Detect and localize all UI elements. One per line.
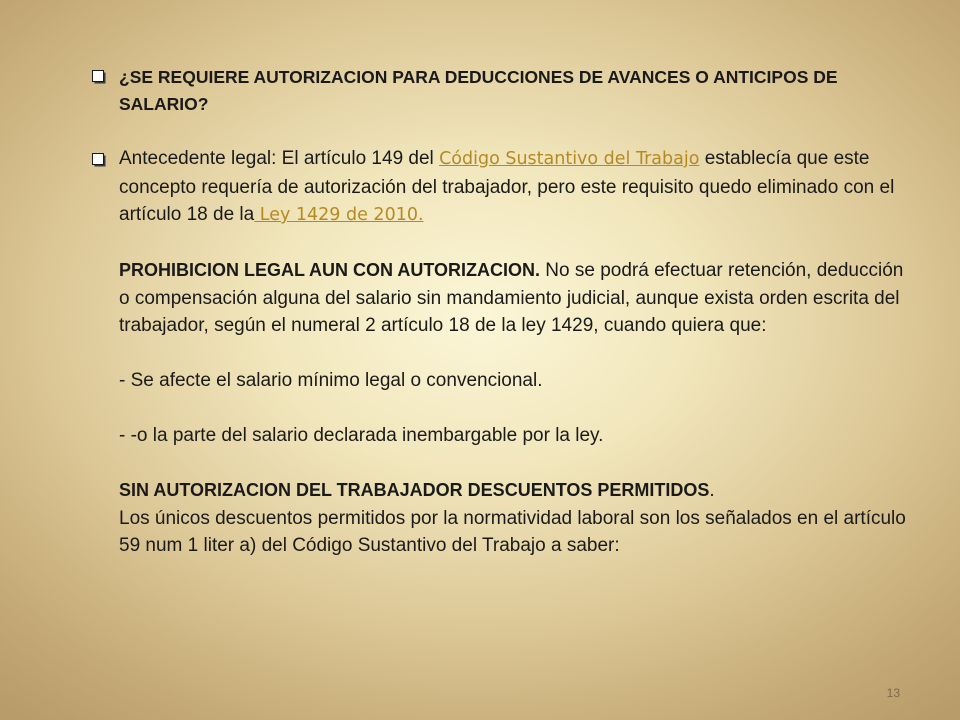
sin-autorizacion-lead: SIN AUTORIZACION DEL TRABAJADOR DESCUENTOS PERMITIDOS (119, 480, 710, 500)
antecedente-block (92, 145, 912, 560)
spacer (119, 395, 912, 423)
spacer (119, 340, 912, 368)
spacer (119, 230, 912, 258)
question-heading (92, 64, 912, 118)
prohibicion-lead: PROHIBICION LEGAL AUN CON AUTORIZACION. (119, 260, 541, 280)
page-number: 13 (886, 686, 900, 700)
sin-autorizacion-lead-end: . (709, 480, 715, 501)
prohibicion-text: No se podrá efectuar retención, deducción o compensación alguna del salario sin mandamiento judicial, aunque exista orden escrita del trabajador, según el numeral 2 artículo 18 de la ley 1429, cuando quiera que: (119, 260, 904, 336)
antecedente-text-middle: establecía que este concepto requería de autorización del trabajador, pero este requisito quedo eliminado con el artículo 18 de la (119, 148, 895, 225)
slide-content (92, 64, 912, 560)
heading-text: ¿SE REQUIERE AUTORIZACION PARA DEDUCCIONES DE AVANCES O ANTICIPOS DE SALARIO? (119, 67, 838, 114)
item-salario-minimo: - Se afecte el salario mínimo legal o convencional. (119, 370, 543, 391)
sin-autorizacion-text: Los únicos descuentos permitidos por la normatividad laboral son los señalados en el artículo 59 num 1 liter a) del Código Sustantivo del Trabajo a saber: (119, 507, 906, 556)
checkbox-bullet-icon (92, 70, 106, 84)
ley-1429-link[interactable]: Ley 1429 de 2010. (254, 205, 424, 225)
antecedente-text-before: Antecedente legal: El artículo 149 del (119, 148, 440, 169)
antecedente-paragraph (119, 145, 912, 230)
spacer (119, 450, 912, 478)
checkbox-bullet-icon (92, 153, 106, 167)
codigo-sustantivo-link[interactable]: Código Sustantivo del Trabajo (439, 149, 700, 169)
item-inembargable: - -o la parte del salario declarada inembargable por la ley. (119, 425, 604, 446)
prohibicion-paragraph (119, 257, 912, 340)
sin-autorizacion-heading (119, 477, 912, 505)
